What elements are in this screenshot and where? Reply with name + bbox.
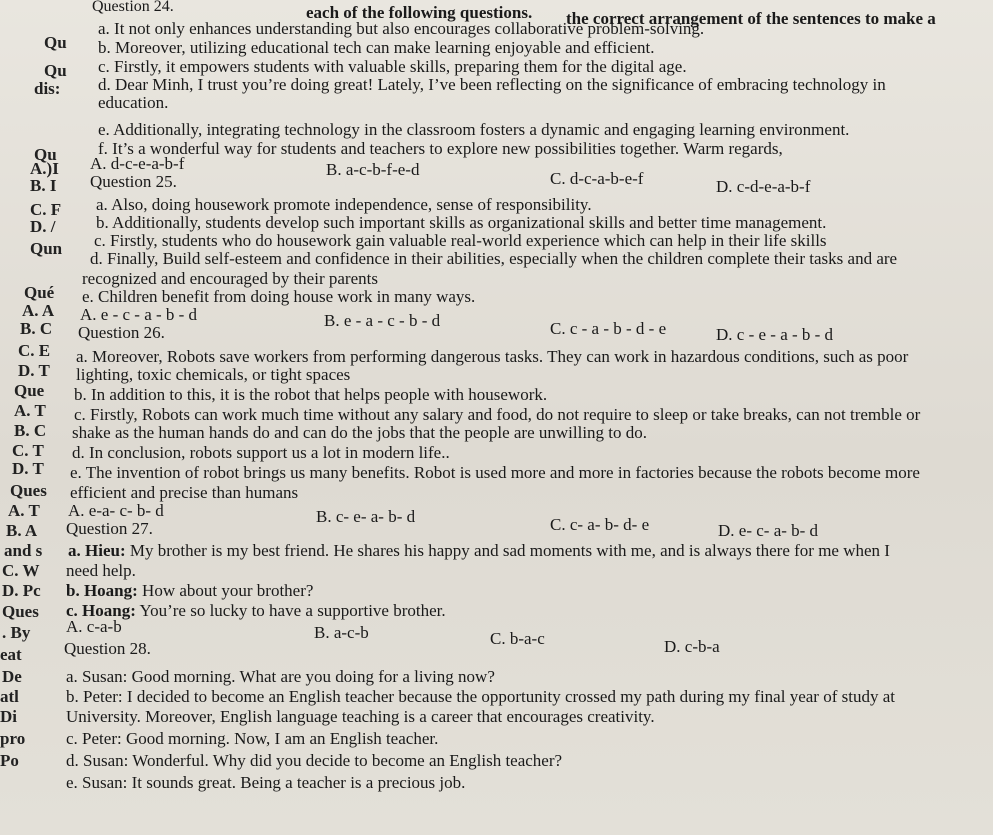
margin-fragment: Qu	[34, 145, 57, 164]
q26-sentence-a: a. Moreover, Robots save workers from performing dangerous tasks. They can work in hazardous conditions, such as poor	[76, 347, 909, 366]
margin-fragment: B. C	[14, 421, 47, 440]
q25-label: Question 25.	[90, 172, 177, 191]
margin-fragment: B. C	[20, 319, 53, 338]
q25-option-b[interactable]: B. e - a - c - b - d	[324, 311, 441, 330]
margin-fragment: A. A	[22, 301, 55, 320]
margin-fragment: and s	[4, 541, 43, 560]
margin-fragment: eat	[0, 645, 22, 664]
q28-line-d: d. Susan: Wonderful. Why did you decide to become an English teacher?	[66, 751, 563, 770]
q24-option-c[interactable]: C. d-c-a-b-e-f	[550, 169, 644, 188]
q25-option-c[interactable]: C. c - a - b - d - e	[550, 319, 667, 338]
q24-sentence-a: a. It not only enhances understanding but also encourages collaborative problem-solving.	[98, 19, 705, 38]
margin-fragment: De	[2, 667, 22, 686]
margin-fragment: A.)I	[30, 159, 59, 178]
instruction-fragment: each of the following questions.	[306, 3, 533, 22]
q25-option-d[interactable]: D. c - e - a - b - d	[716, 325, 834, 344]
q25-sentence-a: a. Also, doing housework promote independence, sense of responsibility.	[96, 195, 592, 214]
q25-option-a[interactable]: A. e - c - a - b - d	[80, 305, 198, 324]
margin-fragment: A. T	[14, 401, 46, 420]
q24-option-d[interactable]: D. c-d-e-a-b-f	[716, 177, 811, 196]
q26-sentence-c: c. Firstly, Robots can work much time without any salary and food, do not require to sleep or take breaks, can not tremble or	[74, 405, 921, 424]
q28-label: Question 28.	[64, 639, 151, 658]
q27-text-a: My brother is my best friend. He shares his happy and sad moments with me, and is always there for me when I	[125, 541, 890, 560]
q24-sentence-d: d. Dear Minh, I trust you’re doing great! Lately, I’ve been reflecting on the significance of embracing technology in	[98, 75, 886, 94]
q27-speaker-c: c. Hoang:	[66, 601, 136, 620]
q26-sentence-c-cont: shake as the human hands do and can do the jobs that the people are unwilling to do.	[72, 423, 648, 442]
margin-fragment: atl	[0, 687, 19, 706]
q25-sentence-b: b. Additionally, students develop such important skills as organizational skills and better time management.	[96, 213, 827, 232]
q26-label: Question 26.	[78, 323, 165, 342]
margin-fragment: pro	[0, 729, 26, 748]
q27-speaker-a: a. Hieu:	[68, 541, 126, 560]
margin-fragment: Qu	[44, 33, 67, 52]
q25-sentence-e: e. Children benefit from doing house work in many ways.	[82, 287, 476, 306]
margin-fragment: C. T	[12, 441, 44, 460]
q26-sentence-a-cont: lighting, toxic chemicals, or tight spaces	[76, 365, 351, 384]
q25-sentence-d-cont: recognized and encouraged by their parents	[82, 269, 378, 288]
q24-sentence-c: c. Firstly, it empowers students with valuable skills, preparing them for the digital age.	[98, 57, 687, 76]
q28-line-c: c. Peter: Good morning. Now, I am an English teacher.	[66, 729, 439, 748]
margin-fragment: A. T	[8, 501, 40, 520]
margin-fragment: C. W	[2, 561, 40, 580]
margin-fragment: D. Pc	[2, 581, 41, 600]
q27-line-a	[68, 542, 890, 560]
margin-fragment: D. T	[18, 361, 50, 380]
margin-fragment: C. E	[18, 341, 51, 360]
question-24-label: Question 24.	[92, 0, 174, 15]
q24-sentence-f: f. It’s a wonderful way for students and teachers to explore new possibilities together. Warm regards,	[98, 139, 783, 158]
margin-fragment: Qu	[44, 61, 67, 80]
q27-text-c: You’re so lucky to have a supportive brother.	[135, 601, 446, 620]
q24-option-b[interactable]: B. a-c-b-f-e-d	[326, 160, 420, 179]
q26-sentence-d: d. In conclusion, robots support us a lot in modern life..	[72, 443, 450, 462]
margin-fragment: Po	[0, 751, 19, 770]
margin-fragment: D. T	[12, 459, 44, 478]
q26-sentence-e: e. The invention of robot brings us many benefits. Robot is used more and more in factories because the robots become more	[70, 463, 920, 482]
q28-line-a: a. Susan: Good morning. What are you doing for a living now?	[66, 667, 495, 686]
margin-fragment: Qun	[30, 239, 63, 258]
q28-line-b: b. Peter: I decided to become an English teacher because the opportunity crossed my path during my final year of study at	[66, 687, 895, 706]
q26-option-a[interactable]: A. e-a- c- b- d	[68, 501, 164, 520]
q26-sentence-e-cont: efficient and precise than humans	[70, 483, 299, 502]
q25-sentence-d: d. Finally, Build self-esteem and confidence in their abilities, especially when the children complete their tasks and are	[90, 249, 898, 268]
margin-fragment: dis:	[34, 79, 61, 98]
q28-line-e: e. Susan: It sounds great. Being a teacher is a precious job.	[66, 773, 466, 792]
q24-sentence-b: b. Moreover, utilizing educational tech can make learning enjoyable and efficient.	[98, 38, 655, 57]
q27-line-c	[66, 602, 446, 620]
margin-fragment: Di	[0, 707, 17, 726]
q28-line-b-cont: University. Moreover, English language teaching is a career that encourages creativity.	[66, 707, 655, 726]
q25-sentence-c: c. Firstly, students who do housework gain valuable real-world experience which can help in their life skills	[94, 231, 827, 250]
q27-option-a[interactable]: A. c-a-b	[66, 617, 122, 636]
instruction-right: the correct arrangement of the sentences to make a	[566, 9, 936, 28]
margin-fragment: Ques	[10, 481, 47, 500]
q27-text-b: How about your brother?	[137, 581, 314, 600]
margin-fragment: Que	[14, 381, 45, 400]
q24-option-a[interactable]: A. d-c-e-a-b-f	[90, 154, 185, 173]
margin-fragment: . By	[2, 623, 31, 642]
margin-fragment: C. F	[30, 200, 62, 219]
q26-option-c[interactable]: C. c- a- b- d- e	[550, 515, 650, 534]
q24-sentence-d-cont: education.	[98, 93, 169, 112]
margin-fragment: Ques	[2, 602, 39, 621]
q26-option-b[interactable]: B. c- e- a- b- d	[316, 507, 416, 526]
margin-fragment: B. I	[30, 176, 57, 195]
q27-option-c[interactable]: C. b-a-c	[490, 629, 545, 648]
margin-fragment: B. A	[6, 521, 38, 540]
q27-option-d[interactable]: D. c-b-a	[664, 637, 720, 656]
margin-fragment: Qué	[24, 283, 55, 302]
q27-line-b	[66, 582, 313, 600]
q27-speaker-b: b. Hoang:	[66, 581, 138, 600]
q27-option-b[interactable]: B. a-c-b	[314, 623, 369, 642]
q27-line-a-cont: need help.	[66, 561, 136, 580]
q27-label: Question 27.	[66, 519, 153, 538]
margin-fragment: D. /	[30, 217, 56, 236]
q26-sentence-b: b. In addition to this, it is the robot that helps people with housework.	[74, 385, 548, 404]
q26-option-d[interactable]: D. e- c- a- b- d	[718, 521, 819, 540]
q24-sentence-e: e. Additionally, integrating technology in the classroom fosters a dynamic and engaging learning environment.	[98, 120, 850, 139]
